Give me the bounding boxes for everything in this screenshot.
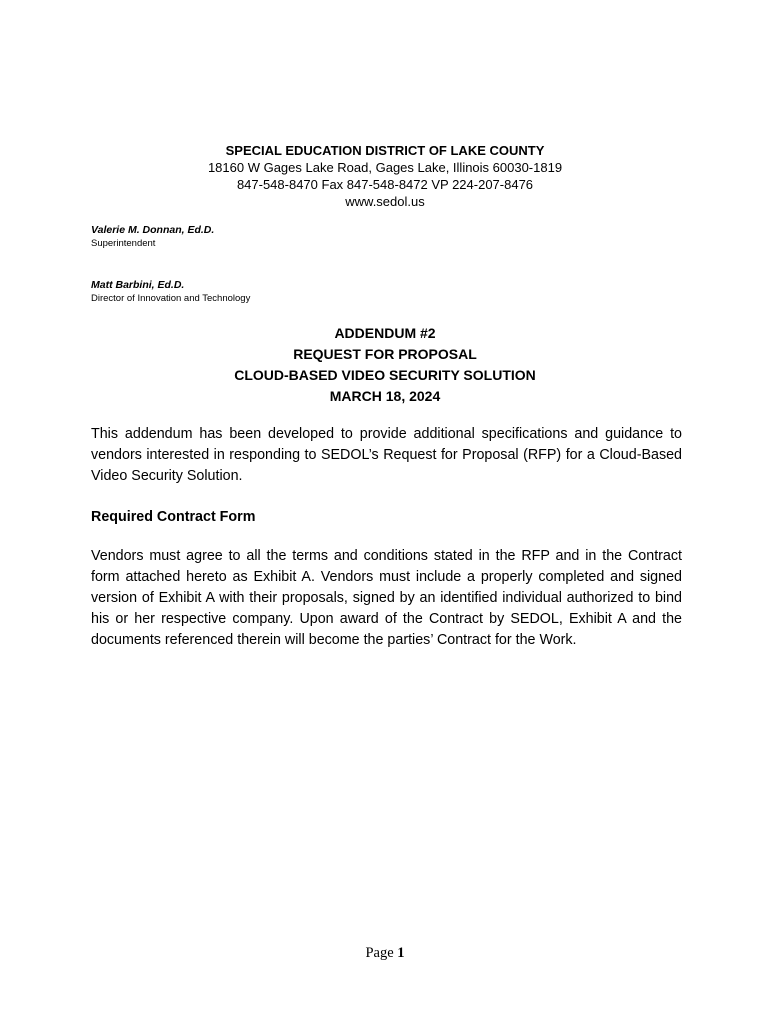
letterhead — [0, 142, 770, 210]
section-heading: Required Contract Form — [91, 509, 256, 525]
official-title: Superintendent — [91, 238, 156, 249]
organization-address: 18160 W Gages Lake Road, Gages Lake, Illinois 60030-1819 — [207, 160, 563, 175]
document-title — [0, 323, 770, 407]
page-number: 1 — [397, 945, 405, 961]
project-name: CLOUD-BASED VIDEO SECURITY SOLUTION — [234, 367, 536, 383]
section-paragraph: Vendors must agree to all the terms and conditions stated in the RFP and in the Contract form attached hereto as Exhibit A. Vendors must include a properly completed and signed version of Exhibit A with their proposals, signed by an identified individual authorized to bind his or her respective company. Upon award of the Contract by SEDOL, Exhibit A and the documents referenced therein will become the parties’ Contract for the Work. — [91, 548, 682, 648]
intro-paragraph: This addendum has been developed to provide additional specifications and guidance to vendors interested in responding to SEDOL’s Request for Proposal (RFP) for a Cloud-Based Video Security Solution. — [91, 426, 682, 484]
page-label: Page — [365, 945, 394, 961]
page-footer — [0, 943, 770, 963]
official-director — [91, 279, 250, 305]
official-title: Director of Innovation and Technology — [91, 293, 251, 304]
official-name: Valerie M. Donnan, Ed.D. — [91, 224, 215, 236]
official-name: Matt Barbini, Ed.D. — [91, 279, 185, 291]
organization-phones: 847-548-8470 Fax 847-548-8472 VP 224-207-8476 — [236, 177, 534, 192]
addendum-number: ADDENDUM #2 — [334, 325, 436, 341]
official-superintendent — [91, 224, 214, 250]
organization-website: www.sedol.us — [345, 194, 425, 209]
document-type: REQUEST FOR PROPOSAL — [293, 346, 477, 362]
organization-name: SPECIAL EDUCATION DISTRICT OF LAKE COUNTY — [225, 143, 545, 158]
document-date: MARCH 18, 2024 — [329, 388, 441, 404]
